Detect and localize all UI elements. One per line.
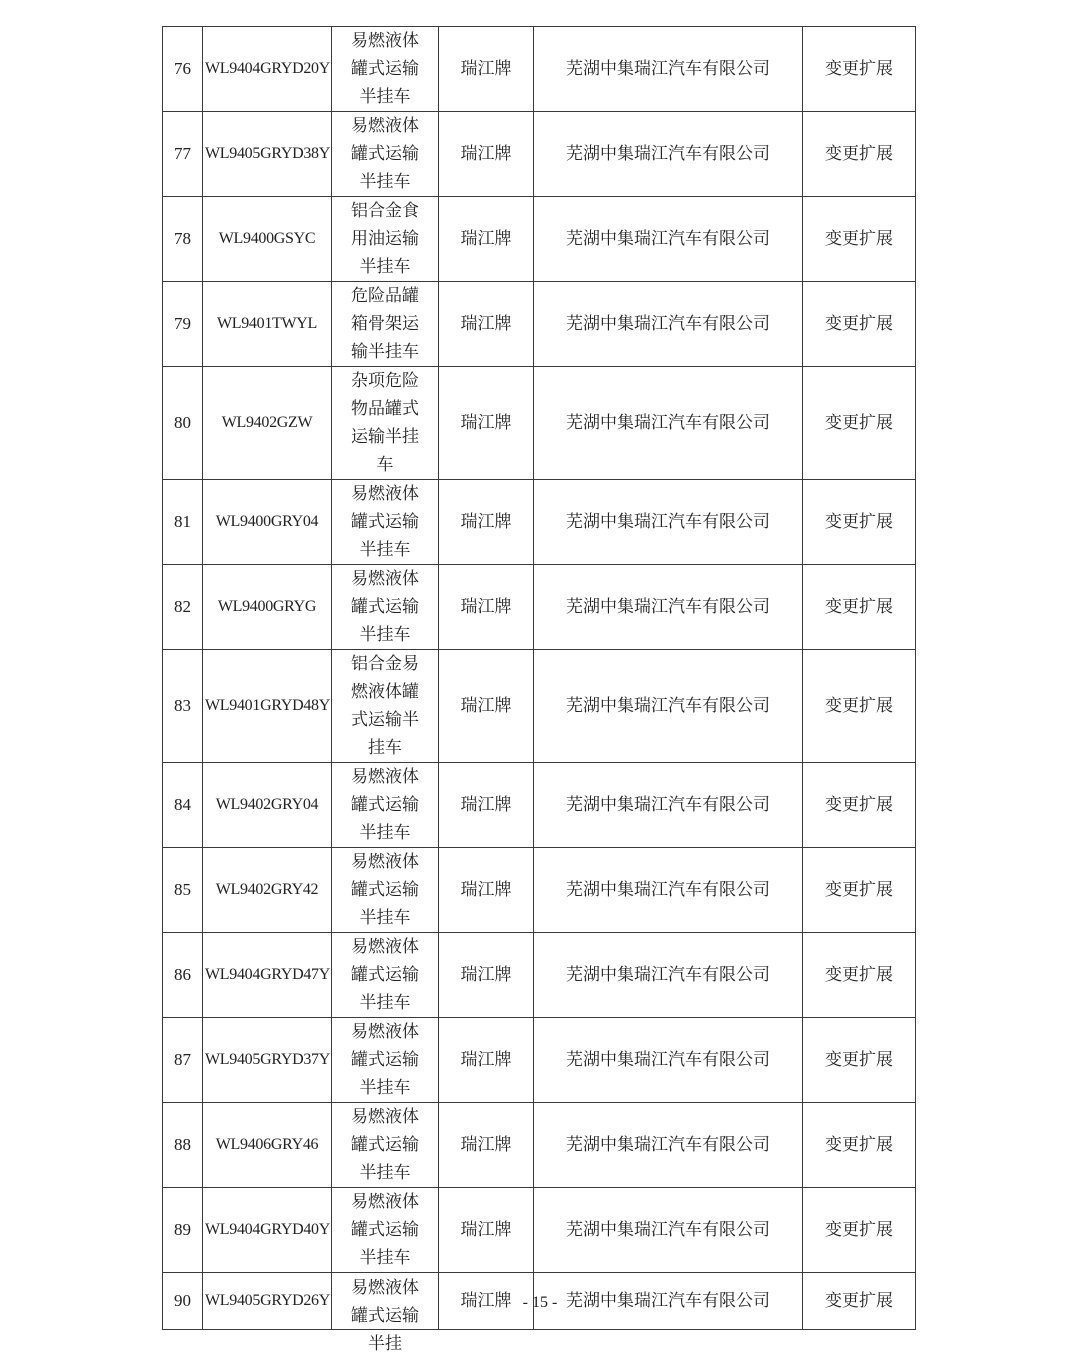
manufacturer: 芜湖中集瑞江汽车有限公司: [566, 696, 770, 716]
brand-name: 瑞江牌: [460, 413, 512, 433]
product-name: 铝合金易燃液体罐式运输半挂车: [351, 654, 419, 758]
model-code: WL9400GRY04: [215, 513, 319, 530]
model-code: WL9406GRY46: [215, 1136, 319, 1153]
change-type: 变更扩展: [825, 1050, 893, 1070]
change-type: 变更扩展: [825, 1135, 893, 1155]
model-code-cell: [203, 282, 332, 367]
row-number: 77: [174, 144, 191, 163]
brand-name-cell: [439, 27, 534, 112]
change-type-cell: [803, 1103, 916, 1188]
row-number-cell: [163, 367, 203, 480]
product-name: 易燃液体罐式运输半挂车: [351, 852, 419, 928]
product-name-cell: [332, 112, 439, 197]
brand-name: 瑞江牌: [460, 1135, 512, 1155]
row-number: 79: [174, 314, 191, 333]
manufacturer-cell: [534, 197, 803, 282]
change-type-cell: [803, 1188, 916, 1273]
product-name: 易燃液体罐式运输半挂: [351, 1278, 419, 1354]
model-code: WL9402GRY04: [215, 796, 319, 813]
model-code: WL9401GRYD48Y: [205, 697, 330, 714]
brand-name: 瑞江牌: [460, 597, 512, 617]
model-code: WL9405GRYD37Y: [205, 1051, 330, 1068]
manufacturer-cell: [534, 1018, 803, 1103]
manufacturer: 芜湖中集瑞江汽车有限公司: [566, 1135, 770, 1155]
manufacturer-cell: [534, 27, 803, 112]
row-number: 87: [174, 1050, 191, 1069]
manufacturer: 芜湖中集瑞江汽车有限公司: [566, 413, 770, 433]
table-row: [163, 565, 916, 650]
brand-name-cell: [439, 1188, 534, 1273]
row-number: 83: [174, 696, 191, 715]
manufacturer: 芜湖中集瑞江汽车有限公司: [566, 965, 770, 985]
model-code: WL9401TWYL: [216, 315, 318, 332]
row-number-cell: [163, 1188, 203, 1273]
model-code-cell: [203, 27, 332, 112]
model-code-cell: [203, 565, 332, 650]
manufacturer: 芜湖中集瑞江汽车有限公司: [566, 880, 770, 900]
model-code-cell: [203, 197, 332, 282]
table-row: [163, 1103, 916, 1188]
brand-name-cell: [439, 282, 534, 367]
manufacturer-cell: [534, 367, 803, 480]
product-name-cell: [332, 1103, 439, 1188]
change-type-cell: [803, 112, 916, 197]
product-name: 危险品罐箱骨架运输半挂车: [351, 286, 419, 362]
row-number-cell: [163, 282, 203, 367]
brand-name: 瑞江牌: [460, 696, 512, 716]
row-number: 86: [174, 965, 191, 984]
brand-name-cell: [439, 848, 534, 933]
change-type-cell: [803, 848, 916, 933]
change-type-cell: [803, 367, 916, 480]
manufacturer-cell: [534, 1188, 803, 1273]
manufacturer: 芜湖中集瑞江汽车有限公司: [566, 1291, 770, 1311]
model-code-cell: [203, 1188, 332, 1273]
brand-name-cell: [439, 112, 534, 197]
model-code: WL9400GRYG: [217, 598, 317, 615]
manufacturer: 芜湖中集瑞江汽车有限公司: [566, 795, 770, 815]
brand-name-cell: [439, 367, 534, 480]
table-row: [163, 112, 916, 197]
model-code: WL9404GRYD47Y: [205, 966, 330, 983]
change-type-cell: [803, 763, 916, 848]
table-row: [163, 282, 916, 367]
table-row: [163, 1188, 916, 1273]
row-number: 88: [174, 1135, 191, 1154]
table-row: [163, 367, 916, 480]
manufacturer-cell: [534, 565, 803, 650]
model-code-cell: [203, 112, 332, 197]
model-code-cell: [203, 848, 332, 933]
model-code: WL9402GRY42: [215, 881, 319, 898]
page-number: - 15 -: [522, 1294, 558, 1311]
row-number-cell: [163, 112, 203, 197]
row-number-cell: [163, 1018, 203, 1103]
brand-name: 瑞江牌: [460, 512, 512, 532]
product-name: 易燃液体罐式运输半挂车: [351, 1107, 419, 1183]
model-code-cell: [203, 1018, 332, 1103]
row-number: 78: [174, 229, 191, 248]
change-type-cell: [803, 480, 916, 565]
row-number-cell: [163, 763, 203, 848]
brand-name: 瑞江牌: [460, 1291, 512, 1311]
table-row: [163, 197, 916, 282]
change-type-cell: [803, 27, 916, 112]
manufacturer: 芜湖中集瑞江汽车有限公司: [566, 512, 770, 532]
manufacturer-cell: [534, 763, 803, 848]
model-code-cell: [203, 367, 332, 480]
product-name: 易燃液体罐式运输半挂车: [351, 1022, 419, 1098]
model-code: WL9402GZW: [221, 414, 313, 431]
product-name: 铝合金食用油运输半挂车: [351, 201, 419, 277]
model-code-cell: [203, 1103, 332, 1188]
brand-name: 瑞江牌: [460, 1220, 512, 1240]
change-type-cell: [803, 197, 916, 282]
model-code: WL9405GRYD38Y: [205, 145, 330, 162]
change-type-cell: [803, 650, 916, 763]
table-body: [163, 27, 916, 1354]
table-row: [163, 1018, 916, 1103]
product-name: 易燃液体罐式运输半挂车: [351, 484, 419, 560]
brand-name-cell: [439, 763, 534, 848]
table-row: [163, 848, 916, 933]
product-name-cell: [332, 480, 439, 565]
model-code-cell: [203, 763, 332, 848]
brand-name: 瑞江牌: [460, 229, 512, 249]
manufacturer: 芜湖中集瑞江汽车有限公司: [566, 59, 770, 79]
table-row: [163, 27, 916, 112]
manufacturer: 芜湖中集瑞江汽车有限公司: [566, 229, 770, 249]
row-number-cell: [163, 848, 203, 933]
change-type: 变更扩展: [825, 880, 893, 900]
row-number: 80: [174, 413, 191, 432]
product-name-cell: [332, 650, 439, 763]
change-type-cell: [803, 282, 916, 367]
product-name: 易燃液体罐式运输半挂车: [351, 767, 419, 843]
manufacturer: 芜湖中集瑞江汽车有限公司: [566, 144, 770, 164]
row-number: 81: [174, 512, 191, 531]
manufacturer-cell: [534, 848, 803, 933]
change-type: 变更扩展: [825, 229, 893, 249]
product-name: 杂项危险物品罐式运输半挂车: [351, 371, 419, 475]
row-number: 82: [174, 597, 191, 616]
model-code-cell: [203, 933, 332, 1018]
product-name-cell: [332, 565, 439, 650]
product-name-cell: [332, 282, 439, 367]
brand-name-cell: [439, 650, 534, 763]
change-type: 变更扩展: [825, 314, 893, 334]
row-number-cell: [163, 565, 203, 650]
change-type-cell: [803, 565, 916, 650]
manufacturer-cell: [534, 480, 803, 565]
product-name-cell: [332, 197, 439, 282]
change-type: 变更扩展: [825, 795, 893, 815]
change-type: 变更扩展: [825, 413, 893, 433]
row-number: 90: [174, 1291, 191, 1310]
change-type: 变更扩展: [825, 696, 893, 716]
manufacturer: 芜湖中集瑞江汽车有限公司: [566, 1050, 770, 1070]
product-name: 易燃液体罐式运输半挂车: [351, 1192, 419, 1268]
change-type: 变更扩展: [825, 1291, 893, 1311]
product-name-cell: [332, 933, 439, 1018]
row-number-cell: [163, 1103, 203, 1188]
brand-name: 瑞江牌: [460, 880, 512, 900]
manufacturer: 芜湖中集瑞江汽车有限公司: [566, 314, 770, 334]
table-row: [163, 650, 916, 763]
model-code: WL9405GRYD26Y: [205, 1292, 330, 1309]
brand-name: 瑞江牌: [460, 965, 512, 985]
row-number-cell: [163, 650, 203, 763]
change-type-cell: [803, 933, 916, 1018]
change-type: 变更扩展: [825, 965, 893, 985]
row-number: 89: [174, 1220, 191, 1239]
row-number: 76: [174, 59, 191, 78]
brand-name: 瑞江牌: [460, 795, 512, 815]
manufacturer: 芜湖中集瑞江汽车有限公司: [566, 1220, 770, 1240]
product-name-cell: [332, 848, 439, 933]
brand-name-cell: [439, 1103, 534, 1188]
product-name-cell: [332, 27, 439, 112]
manufacturer-cell: [534, 1103, 803, 1188]
product-name: 易燃液体罐式运输半挂车: [351, 116, 419, 192]
product-name: 易燃液体罐式运输半挂车: [351, 937, 419, 1013]
product-name-cell: [332, 763, 439, 848]
manufacturer-cell: [534, 933, 803, 1018]
brand-name-cell: [439, 933, 534, 1018]
manufacturer: 芜湖中集瑞江汽车有限公司: [566, 597, 770, 617]
table-row: [163, 933, 916, 1018]
brand-name: 瑞江牌: [460, 1050, 512, 1070]
product-name: 易燃液体罐式运输半挂车: [351, 569, 419, 645]
vehicle-catalog-table: [162, 26, 916, 1354]
manufacturer-cell: [534, 650, 803, 763]
change-type: 变更扩展: [825, 59, 893, 79]
product-name-cell: [332, 367, 439, 480]
model-code-cell: [203, 480, 332, 565]
manufacturer-cell: [534, 282, 803, 367]
change-type: 变更扩展: [825, 144, 893, 164]
row-number-cell: [163, 27, 203, 112]
model-code: WL9400GSYC: [218, 230, 316, 247]
row-number: 85: [174, 880, 191, 899]
product-name-cell: [332, 1018, 439, 1103]
brand-name: 瑞江牌: [460, 59, 512, 79]
model-code-cell: [203, 650, 332, 763]
manufacturer-cell: [534, 112, 803, 197]
table-row: [163, 763, 916, 848]
table-row: [163, 480, 916, 565]
brand-name-cell: [439, 197, 534, 282]
row-number-cell: [163, 480, 203, 565]
change-type-cell: [803, 1018, 916, 1103]
brand-name-cell: [439, 480, 534, 565]
row-number: 84: [174, 795, 191, 814]
change-type: 变更扩展: [825, 1220, 893, 1240]
brand-name-cell: [439, 1018, 534, 1103]
change-type: 变更扩展: [825, 597, 893, 617]
brand-name: 瑞江牌: [460, 144, 512, 164]
model-code: WL9404GRYD20Y: [205, 60, 330, 77]
brand-name: 瑞江牌: [460, 314, 512, 334]
brand-name-cell: [439, 565, 534, 650]
product-name: 易燃液体罐式运输半挂车: [351, 31, 419, 107]
product-name-cell: [332, 1188, 439, 1273]
change-type: 变更扩展: [825, 512, 893, 532]
model-code: WL9404GRYD40Y: [205, 1221, 330, 1238]
row-number-cell: [163, 197, 203, 282]
row-number-cell: [163, 933, 203, 1018]
